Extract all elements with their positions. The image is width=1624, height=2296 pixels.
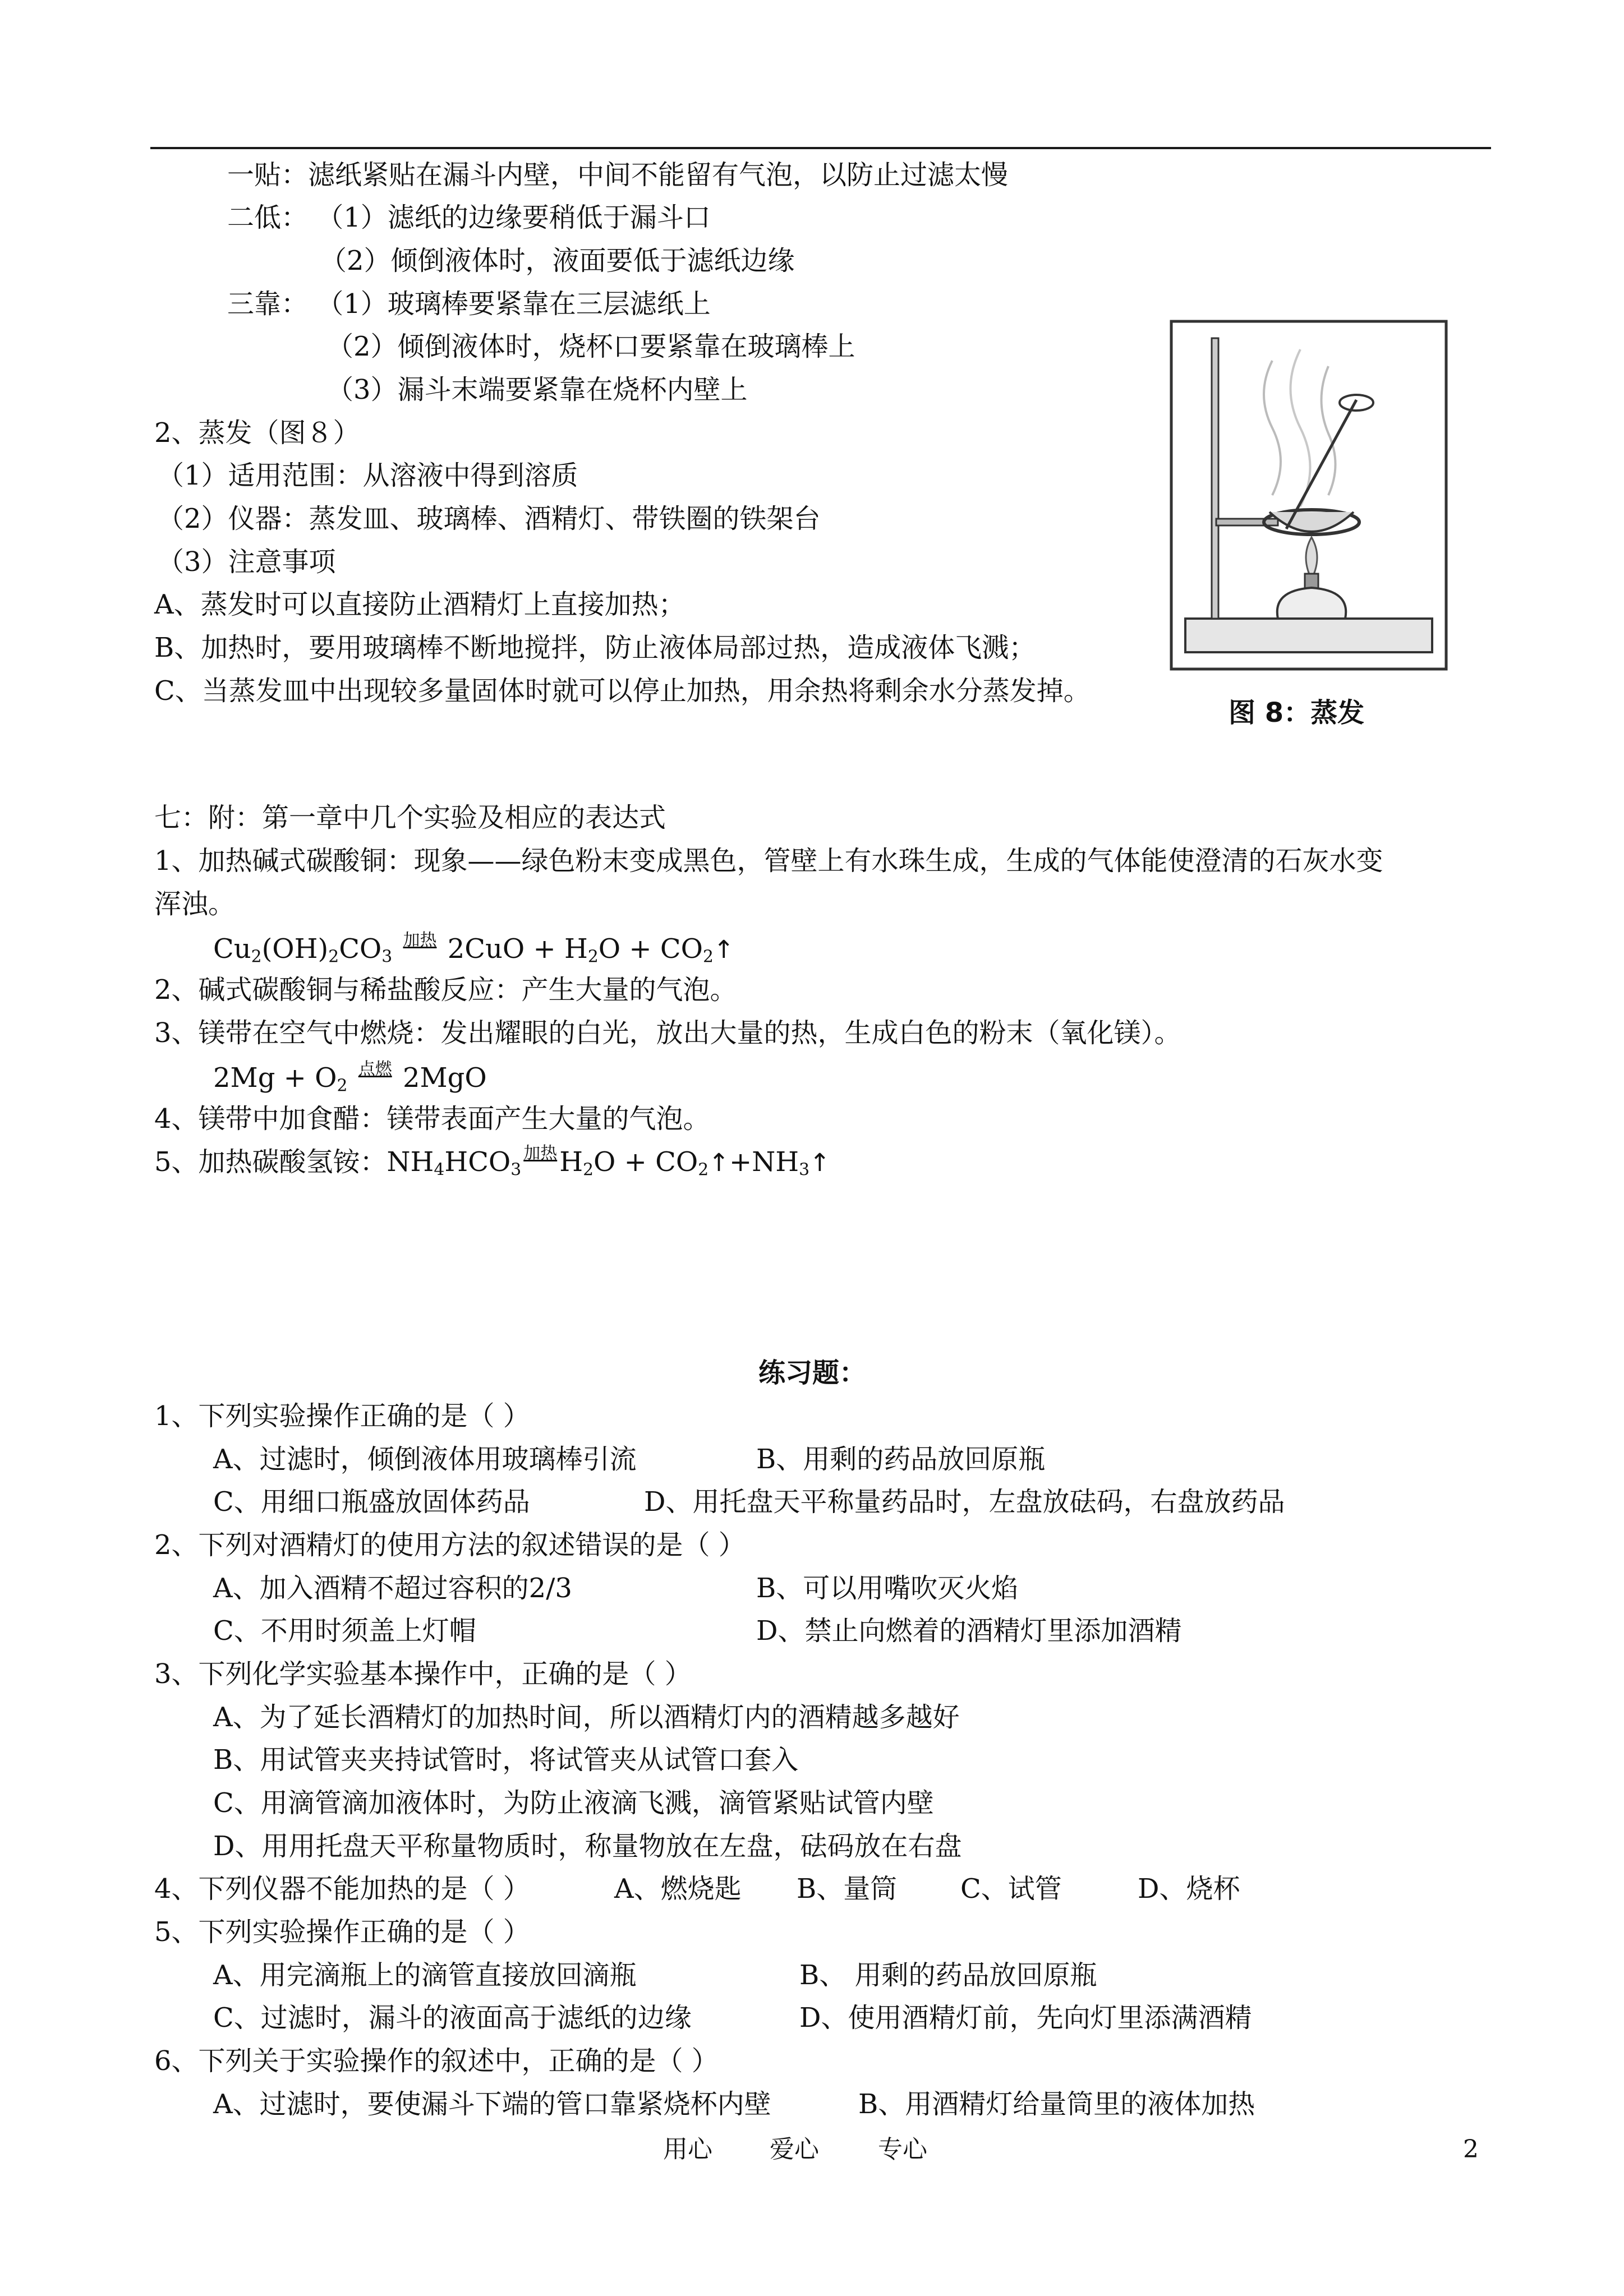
q5-option-b: B、 用剩的药品放回原瓶 [799,1960,1097,1991]
q4-option-d: D、烧杯 [1138,1873,1240,1905]
appendix-exp5-label: 5、加热碳酸氢铵： [154,1146,387,1178]
q3-option-d: D、用用托盘天平称量物质时，称量物放在左盘，砝码放在右盘 [213,1831,962,1862]
footer-motto-2: 爱心 [770,2135,819,2164]
equation-1-condition: 加热 [403,930,437,950]
appendix-title: 七：附：第一章中几个实验及相应的表达式 [154,802,666,833]
yi-tie-line: 一贴：滤纸紧贴在漏斗内壁，中间不能留有气泡，以防止过滤太慢 [227,159,1009,191]
q5-option-a: A、用完滴瓶上的滴管直接放回滴瓶 [213,1960,637,1991]
q3-option-b: B、用试管夹夹持试管时，将试管夹从试管口套入 [213,1744,799,1776]
page-number: 2 [1463,2135,1479,2164]
evaporation-note-c: C、当蒸发皿中出现较多量固体时就可以停止加热，用余热将剩余水分蒸发掉。 [154,675,1091,707]
header-rule [150,147,1491,149]
evaporation-notes-title: （3）注意事项 [157,546,336,578]
exercises-heading: 练习题： [758,1357,867,1389]
evaporation-instruments: （2）仪器：蒸发皿、玻璃棒、酒精灯、带铁圈的铁架台 [157,503,821,534]
q2-option-d: D、禁止向燃着的酒精灯里添加酒精 [756,1615,1182,1647]
er-di-line: 二低： （1）滤纸的边缘要稍低于漏斗口 [227,202,711,233]
equation-1: $Cu_2(OH)_2CO_3$ $^{加热}$ $2CuO + H_2O$ + $CO_2↑$ [213,930,734,967]
evaporation-note-b: B、加热时，要用玻璃棒不断地搅拌，防止液体局部过热，造成液体飞溅； [154,632,1036,663]
q2-option-b: B、可以用嘴吹灭火焰 [756,1573,1019,1604]
evaporation-figure [1160,316,1455,737]
san-kao-line: 三靠： （1）玻璃棒要紧靠在三层滤纸上 [227,288,711,320]
q3-option-a: A、为了延长酒精灯的加热时间，所以酒精灯内的酒精越多越好 [213,1702,960,1733]
equation-3-condition: 点燃 [358,1059,392,1079]
q3-option-c: C、用滴管滴加液体时，为防止液滴飞溅，滴管紧贴试管内壁 [213,1787,934,1819]
appendix-exp2: 2、碱式碳酸铜与稀盐酸反应：产生大量的气泡。 [154,974,737,1006]
question-6: 6、下列关于实验操作的叙述中，正确的是（ ） [154,2045,719,2077]
san-kao-line-2: （2）倾倒液体时，烧杯口要紧靠在玻璃棒上 [326,331,855,362]
q5-option-c: C、过滤时，漏斗的液面高于滤纸的边缘 [213,2002,692,2034]
appendix-exp1: 1、加热碱式碳酸铜：现象——绿色粉末变成黑色，管壁上有水珠生成，生成的气体能使澄清的石灰水变 [154,845,1383,877]
q1-option-b: B、用剩的药品放回原瓶 [756,1444,1046,1475]
footer-motto-3: 专心 [878,2135,927,2164]
appendix-exp5: 5、加热碳酸氢铵：$NH_4HCO_3^{加热}H_2O$ + $CO_2↑+NH_3↑$ [154,1144,830,1180]
question-5: 5、下列实验操作正确的是（ ） [154,1916,530,1948]
q5-option-d: D、使用酒精灯前，先向灯里添满酒精 [799,2002,1252,2034]
q1-option-d: D、用托盘天平称量药品时，左盘放砝码，右盘放药品 [644,1486,1285,1518]
er-di-line-2: （2）倾倒液体时，液面要低于滤纸边缘 [320,245,795,276]
san-kao-line-3: （3）漏斗末端要紧靠在烧杯内壁上 [326,374,748,405]
question-1: 1、下列实验操作正确的是（ ） [154,1400,530,1432]
q6-option-a: A、过滤时，要使漏斗下端的管口靠紧烧杯内壁 [213,2088,771,2120]
q6-option-b: B、用酒精灯给量筒里的液体加热 [858,2088,1255,2120]
equation-5-condition: 加热 [523,1144,558,1163]
appendix-exp3: 3、镁带在空气中燃烧：发出耀眼的白光，放出大量的热，生成白色的粉末（氧化镁）。 [154,1017,1181,1049]
appendix-exp4: 4、镁带中加食醋：镁带表面产生大量的气泡。 [154,1103,710,1135]
question-4: 4、下列仪器不能加热的是（ ） [154,1873,530,1905]
q4-option-c: C、试管 [960,1873,1062,1905]
question-2: 2、下列对酒精灯的使用方法的叙述错误的是（ ） [154,1529,746,1561]
q1-option-a: A、过滤时，倾倒液体用玻璃棒引流 [213,1444,637,1475]
q4-option-a: A、燃烧匙 [614,1873,742,1905]
q2-option-c: C、不用时须盖上灯帽 [213,1615,476,1647]
q2-option-a: A、加入酒精不超过容积的2/3 [213,1573,572,1604]
footer-motto-1: 用心 [663,2135,712,2164]
q1-option-c: C、用细口瓶盛放固体药品 [213,1486,530,1518]
equation-3: $2Mg + O_2$ $^{点燃}$ 2MgO [213,1059,487,1096]
question-3: 3、下列化学实验基本操作中，正确的是（ ） [154,1658,692,1690]
evaporation-title: 2、蒸发（图８） [154,417,360,449]
evaporation-note-a: A、蒸发时可以直接防止酒精灯上直接加热； [154,589,686,620]
appendix-exp1-cont: 浑浊。 [154,888,236,920]
q4-option-b: B、量筒 [797,1873,898,1905]
figure-caption: 图 8：蒸发 [1229,697,1365,729]
evaporation-scope: （1）适用范围：从溶液中得到溶质 [157,460,578,491]
